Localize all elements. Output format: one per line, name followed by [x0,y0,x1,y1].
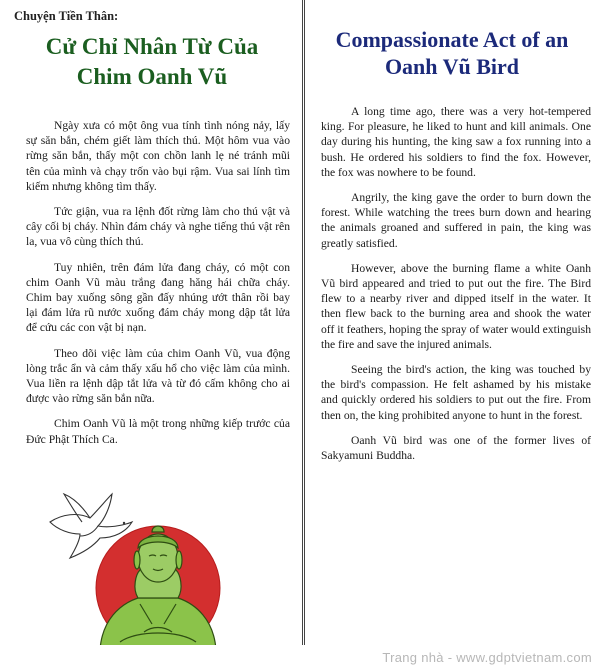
right-story-body [321,104,591,473]
illustration [40,492,240,652]
site-watermark: Trang nhà - www.gdptvietnam.com [382,650,592,665]
right-title-line-2: Oanh Vũ Bird [384,54,520,79]
left-paragraph: Theo dõi việc làm của chim Oanh Vũ, vua động lòng trắc ẩn và cảm thấy xấu hổ cho việc làm của mình. Vua liền ra lệnh dập tắt lửa và từ đó cấm không cho ai được vào rừng săn bắn nữa. [26,346,290,406]
left-story-body [26,118,290,457]
right-title-line-1: Compassionate Act of an [335,27,569,52]
right-paragraph: Seeing the bird's action, the king was touched by the bird's compassion. He felt ashamed by his mistake and quickly ordered his soldiers to put out the fire. From then on, the king prohibited anyone to hunt in the forest. [321,363,591,422]
series-label: Chuyện Tiền Thân: [14,9,119,23]
left-title-line-2: Chim Oanh Vũ [76,64,228,89]
left-column-vietnamese [0,0,303,645]
right-paragraph: Angrily, the king gave the order to burn down the forest. While watching the trees burn down and hearing the animals groaned and suffered in pain, the king was greatly satisfied. [321,191,591,250]
right-paragraph: Oanh Vũ bird was one of the former lives of Sakyamuni Buddha. [321,433,591,463]
left-paragraph: Tức giận, vua ra lệnh đốt rừng làm cho thú vật và cây cối bị cháy. Nhìn đám cháy và nghe tiếng thú vật rên la, vua vô cùng thích thú. [26,205,290,249]
left-paragraph: Chim Oanh Vũ là một trong những kiếp trước của Đức Phật Thích Ca. [26,417,290,446]
right-column-english [304,0,600,645]
left-title [6,32,298,92]
left-title-line-1: Cử Chỉ Nhân Từ Của [45,34,259,59]
right-title [313,26,591,80]
left-paragraph: Tuy nhiên, trên đám lửa đang cháy, có một con chim Oanh Vũ màu trắng đang hăng hái chữa cháy. Chim bay xuống sông gần đấy nhúng ướt thân rồi bay lại đám lửa rũ nước xuống đám cháy mong dập tắt lửa để cứu các con vật bị nạn. [26,260,290,335]
right-paragraph: However, above the burning flame a white Oanh Vũ bird appeared and tried to put out the fire. The Bird flew to a nearby river and dipped itself in the water. It then flew back to the burning area and shook the water off it feathers, hoping the spray of water would extinguish the fire and save the injured animals. [321,261,591,351]
left-paragraph: Ngày xưa có một ông vua tính tình nóng nảy, lấy sự săn bắn, chém giết làm thích thú. Một hôm vua vào rừng săn bắn, thấy một con chồn lanh lẹ né tránh mũi tên của mình và chạy trốn vào bụi rậm. Vua sai lính tìm kiếm nhưng không tìm thấy. [26,119,290,193]
right-paragraph: A long time ago, there was a very hot-tempered king. For pleasure, he liked to hunt and kill animals. One day during his hunting, the king saw a fox running into a bush. He ordered his soldiers to find the fox. However, the fox was nowhere to be found. [321,105,591,179]
